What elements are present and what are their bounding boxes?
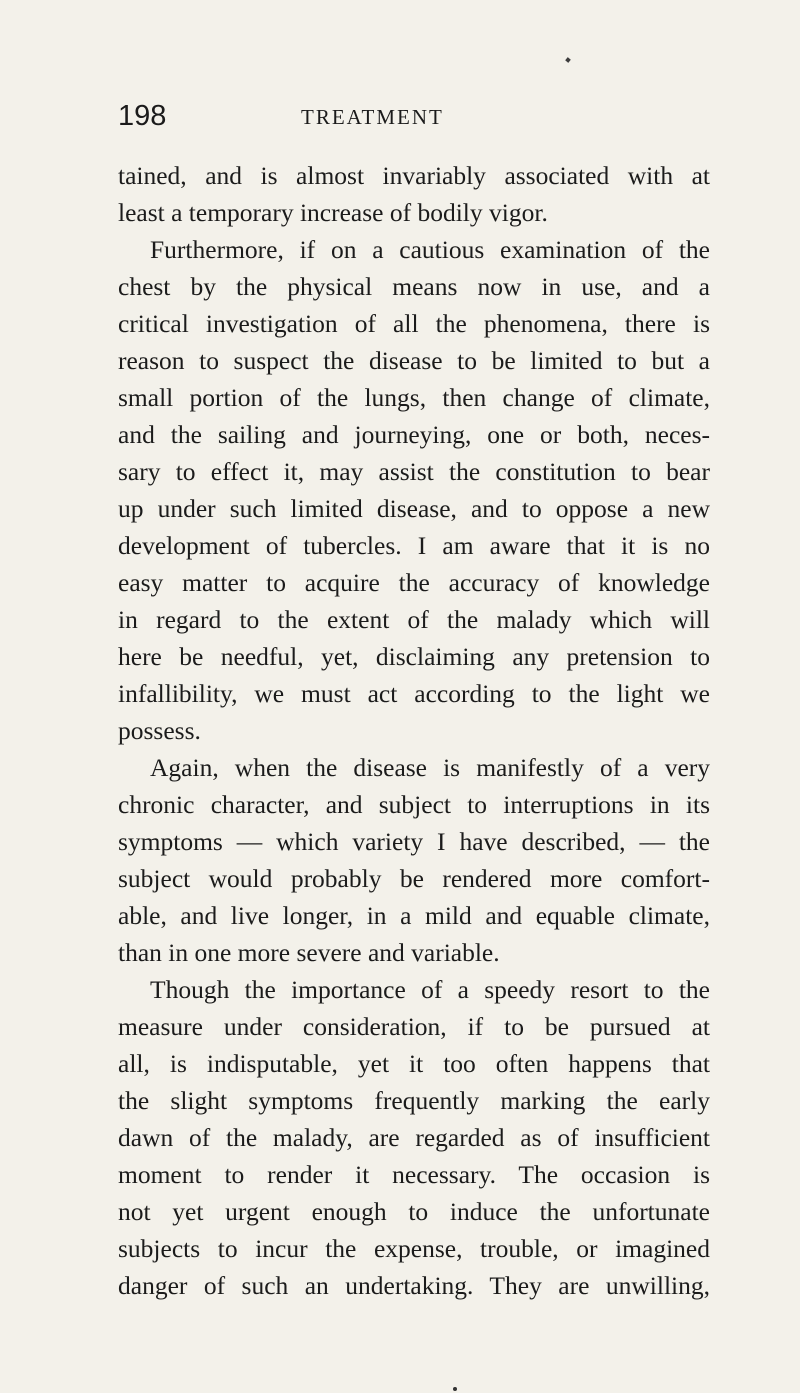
text-line: up under such limited disease, and to oppose a new [118,494,710,523]
scan-dot [453,1387,457,1391]
text-line: easy matter to acquire the accuracy of knowledge [118,568,710,597]
body-text [118,157,710,1304]
text-line: small portion of the lungs, then change of climate, [118,383,710,412]
text-line: Again, when the disease is manifestly of a very [150,753,710,782]
text-line: reason to suspect the disease to be limited to but a [118,346,710,375]
text-line: dawn of the malady, are regarded as of insufficient [118,1123,710,1152]
text-line: here be needful, yet, disclaiming any pretension to [118,642,710,671]
text-line: than in one more severe and variable. [118,938,500,967]
text-line: critical investigation of all the phenomena, there is [118,309,710,338]
scan-mark [565,57,571,63]
text-line: moment to render it necessary. The occasion is [118,1160,710,1189]
text-line: Though the importance of a speedy resort to the [150,975,710,1004]
text-line: measure under consideration, if to be pursued at [118,1012,710,1041]
text-line: subject would probably be rendered more comfort- [118,864,710,893]
text-line: Furthermore, if on a cautious examination of the [150,235,710,264]
text-line: in regard to the extent of the malady which will [118,605,710,634]
text-line: symptoms — which variety I have described, — the [118,827,710,856]
text-line: danger of such an undertaking. They are unwilling, [118,1271,710,1300]
page-header [118,99,678,133]
page-number: 198 [118,100,167,132]
text-line: subjects to incur the expense, trouble, or imagined [118,1234,710,1263]
running-head: TREATMENT [301,105,444,129]
text-line: not yet urgent enough to induce the unfortunate [118,1197,710,1226]
text-line: able, and live longer, in a mild and equable climate, [118,901,710,930]
text-line: development of tubercles. I am aware that it is no [118,531,710,560]
text-line: chronic character, and subject to interruptions in its [118,790,710,819]
text-line: sary to effect it, may assist the constitution to bear [118,457,710,486]
text-line: chest by the physical means now in use, and a [118,272,710,301]
text-line: infallibility, we must act according to the light we [118,679,710,708]
text-line: least a temporary increase of bodily vigor. [118,198,548,227]
text-line: the slight symptoms frequently marking the early [118,1086,710,1115]
text-line: and the sailing and journeying, one or both, neces- [118,420,710,449]
text-line: tained, and is almost invariably associated with at [118,161,710,190]
text-line: all, is indisputable, yet it too often happens that [118,1049,710,1078]
text-line: possess. [118,716,201,745]
